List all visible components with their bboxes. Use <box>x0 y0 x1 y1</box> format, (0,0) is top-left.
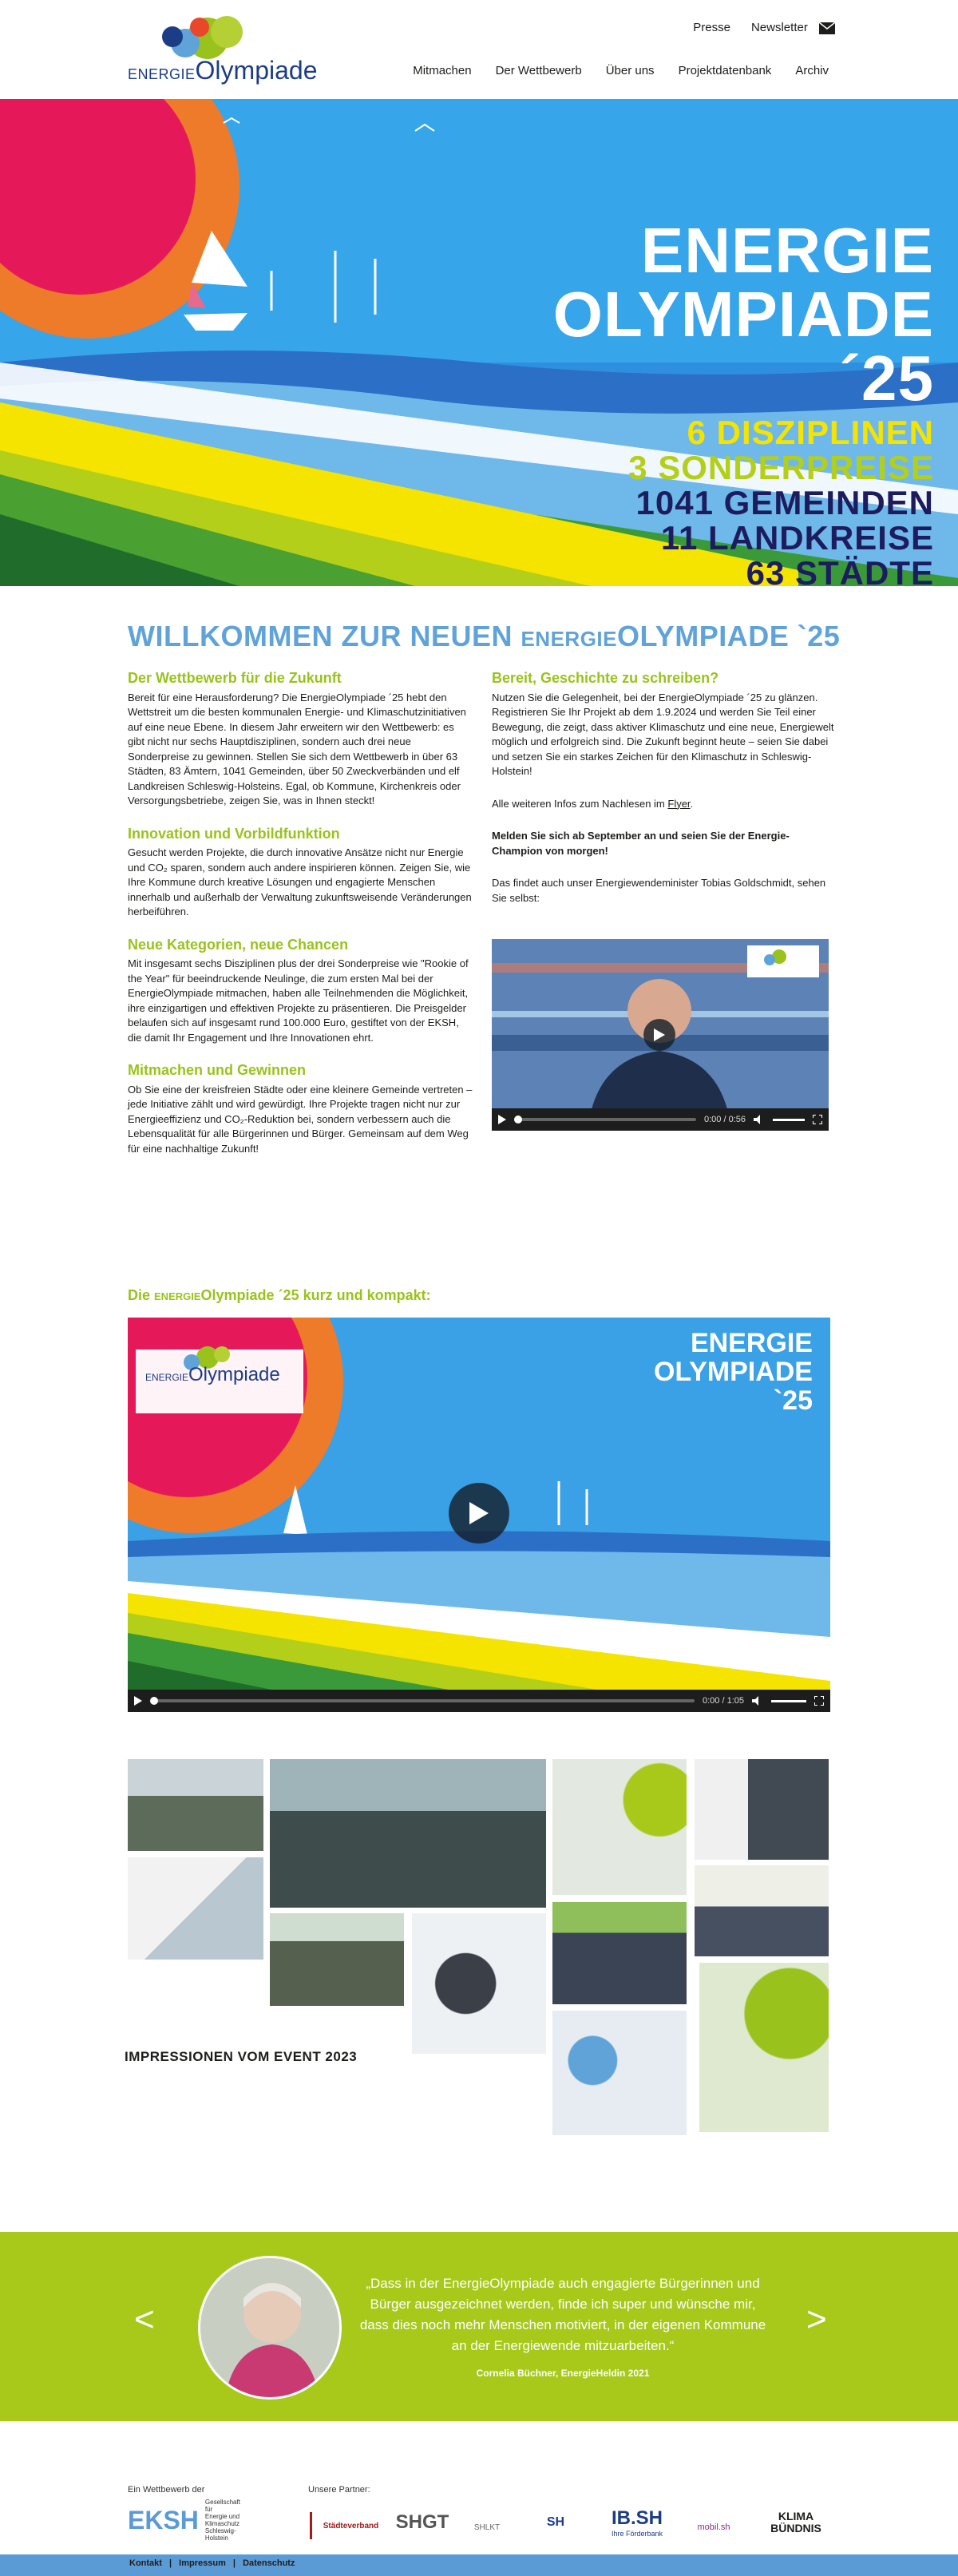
slider-prev-button[interactable]: < <box>134 2300 155 2339</box>
nav-newsletter[interactable]: Newsletter <box>751 21 835 34</box>
nav-mitmachen[interactable]: Mitmachen <box>413 64 472 77</box>
section-heading: Der Wettbewerb für die Zukunft <box>128 670 342 686</box>
flyer-link[interactable]: Flyer <box>667 797 691 810</box>
testimonial-portrait <box>198 2256 342 2400</box>
video-title: ENERGIE OLYMPIADE `25 <box>653 1328 813 1416</box>
flyer-text: Alle weiteren Infos zum Nachlesen im Flyer. <box>492 797 694 810</box>
main-nav <box>413 64 829 77</box>
partner-shgt[interactable]: SHGT <box>395 2511 449 2533</box>
section-heading: Mitmachen und Gewinnen <box>128 1062 307 1078</box>
minister-text: Das findet auch unser Energiewendeminister Tobias Goldschmidt, sehen Sie selbst: <box>492 877 826 904</box>
gallery-photo[interactable] <box>695 1865 829 1956</box>
hero-banner <box>0 99 958 586</box>
partner-sh[interactable]: SH <box>546 2515 565 2529</box>
play-button[interactable] <box>449 1483 509 1544</box>
play-icon[interactable] <box>134 1696 142 1706</box>
welcome-heading: WILLKOMMEN ZUR NEUEN ENERGIEOLYMPIADE `25 <box>128 620 841 652</box>
video-controls <box>492 1108 829 1131</box>
partner-shlkt[interactable]: SHLKT <box>473 2522 501 2532</box>
section-heading: Innovation und Vorbildfunktion <box>128 825 340 842</box>
site-logo[interactable] <box>128 11 343 85</box>
portrait-image <box>200 2258 342 2400</box>
footer-link-kontakt[interactable]: Kontakt <box>129 2558 162 2568</box>
eksh-logo[interactable]: EKSH Gesellschaft für Energie und Klimaschutz Schleswig-Holstein <box>128 2499 240 2542</box>
nav-projektdatenbank[interactable]: Projektdatenbank <box>678 64 772 77</box>
volume-icon[interactable] <box>752 1696 763 1706</box>
slider-next-button[interactable]: > <box>806 2300 827 2339</box>
gallery-photo[interactable] <box>695 1759 829 1860</box>
hero-title-2: OLYMPIADE <box>552 279 934 350</box>
gallery-photo[interactable] <box>699 1963 829 2132</box>
partner-mobil-sh[interactable]: mobil.sh <box>697 2522 730 2532</box>
video-logo-wordmark: ENERGIEOlympiade <box>145 1364 280 1385</box>
partner-klimabuendnis[interactable]: KLIMA BÜNDNIS <box>770 2510 821 2534</box>
volume-icon[interactable] <box>754 1115 765 1124</box>
play-button[interactable] <box>643 1019 675 1051</box>
partners-label: Unsere Partner: <box>308 2485 370 2495</box>
intro-video[interactable] <box>128 1318 830 1712</box>
hero-fact-5: 63 STÄDTE <box>746 554 934 586</box>
hero-title-1: ENERGIE <box>640 215 934 286</box>
section-heading: Bereit, Geschichte zu schreiben? <box>492 670 719 686</box>
play-icon <box>469 1502 489 1524</box>
testimonial-author: Cornelia Büchner, EnergieHeldin 2021 <box>476 2368 650 2379</box>
hero-fact-1: 6 DISZIPLINEN <box>687 414 934 451</box>
gallery-photo[interactable] <box>552 2011 687 2135</box>
partner-staedteverband[interactable]: Städteverband <box>310 2512 390 2539</box>
gallery-photo[interactable] <box>128 1857 263 1960</box>
section-text: Nutzen Sie die Gelegenheit, bei der EnergieOlympiade ´25 zu glänzen. Registrieren Sie Ihr Projekt ab dem 1.9.2024 und werden Sie Teil einer Bewegung, die zeigt, dass aktiver Klimaschutz und eine neue, Energiewelt möglich und erfolgreich sind. Die Zukunft beginnt heute – seien Sie dabei und setzen Sie ein starkes Zeichen für den Klimaschutz in Schleswig-Holstein! <box>492 691 834 777</box>
gallery-photo[interactable] <box>128 1759 263 1851</box>
section-text: Bereit für eine Herausforderung? Die EnergieOlympiade ´25 hebt den Wettstreit um die besten kommunalen Energie- und Klimaschutzinitiativen auf eine neue Ebene. In diesem Jahr erweitern wir den Wettbewerb: es gibt nicht nur sechs Hauptdisziplinen, sondern auch drei neue Sonderpreise zu gewinnen. Stellen Sie sich dem Wettbewerb in über 63 Städten, 83 Ämtern, 1041 Gemeinden, über 50 Zweckverbänden und elf Landkreisen Schleswig-Holsteins. Egal, ob Kommune, Kirchenkreis oder Versorgungsbetriebe, zeigen Sie, was in Ihnen steckt! <box>128 691 466 806</box>
signup-callout: Melden Sie sich ab September an und seien Sie der Energie-Champion von morgen! <box>492 830 790 857</box>
testimonial-quote: „Dass in der EnergieOlympiade auch engagierte Bürgerinnen und Bürger ausgezeichnet werden, finde ich super und wünsche mir, dass dies noch mehr Menschen motiviert, in der eigenen Kommune an der Energiewende mitzuarbeiten.“ <box>359 2276 766 2353</box>
nav-ueber-uns[interactable]: Über uns <box>605 64 655 77</box>
hero-text <box>552 215 934 586</box>
site-header <box>0 0 958 99</box>
gallery-photo[interactable] <box>552 1759 687 1895</box>
gallery-photo[interactable] <box>412 1913 546 2054</box>
organizer-label: Ein Wettbewerb der <box>128 2485 205 2495</box>
video-time: 0:00 / 1:05 <box>703 1696 744 1706</box>
video-progress[interactable] <box>150 1699 695 1702</box>
video-controls <box>128 1690 830 1712</box>
gallery-photo[interactable] <box>270 1759 546 1908</box>
mail-icon <box>819 22 835 34</box>
video-time: 0:00 / 0:56 <box>704 1115 746 1124</box>
play-icon[interactable] <box>498 1115 506 1124</box>
minister-video[interactable] <box>492 939 829 1131</box>
kompakt-heading: Die ENERGIEOlympiade ´25 kurz und kompakt: <box>128 1287 431 1303</box>
hero-fact-3: 1041 GEMEINDEN <box>635 484 934 521</box>
footer-link-datenschutz[interactable]: Datenschutz <box>243 2558 295 2568</box>
partner-ibsh[interactable]: IB.SH Ihre Förderbank <box>611 2507 663 2538</box>
section-heading: Neue Kategorien, neue Chancen <box>128 936 349 953</box>
footer-link-impressum[interactable]: Impressum <box>179 2558 226 2568</box>
fullscreen-icon[interactable] <box>813 1115 822 1124</box>
nav-presse[interactable]: Presse <box>693 21 730 34</box>
intro-right-column <box>492 671 837 923</box>
volume-slider[interactable] <box>771 1700 806 1702</box>
play-icon <box>654 1028 665 1041</box>
logo-wordmark: ENERGIEOlympiade <box>128 56 318 85</box>
gallery-photo[interactable] <box>270 1913 404 2006</box>
hero-title-3: ´25 <box>839 343 934 414</box>
section-text: Gesucht werden Projekte, die durch innovative Ansätze nicht nur Energie und CO₂ sparen, sondern auch andere inspirieren können. Zeigen Sie, wie Ihre Kommune durch kreative Lösungen und engagierte Menschen innerhalb und außerhalb der Verwaltung zukunftsweisende Veränderungen herbeiführen. <box>128 846 472 917</box>
fullscreen-icon[interactable] <box>814 1696 824 1706</box>
video-progress[interactable] <box>514 1118 696 1121</box>
section-text: Mit insgesamt sechs Disziplinen plus der drei Sonderpreise wie "Rookie of the Year" für beeindruckende Neulinge, die zum ersten Mal bei der EnergieOlympiade mitmachen, haben alle Teilnehmenden die Möglichkeit, ihre einzigartigen und effektiven Projekte zu präsentieren. Die Preisgelder belaufen sich auf insgesamt rund 100.000 Euro, gestiftet von der EKSH, die damit Ihr Engagement und Ihre Innovationen ehrt. <box>128 957 469 1044</box>
hero-fact-4: 11 LANDKREISE <box>660 519 934 557</box>
testimonial-slider <box>0 2232 958 2421</box>
hero-fact-2: 3 SONDERPREISE <box>628 449 934 486</box>
gallery-photo[interactable] <box>552 1902 687 2004</box>
volume-slider[interactable] <box>773 1119 805 1121</box>
section-text: Ob Sie eine der kreisfreien Städte oder eine kleinere Gemeinde vertreten – jede Initiative zählt und wird gewürdigt. Ihre Projekte tragen nicht nur zur Energieeffizienz und CO₂-Reduktion bei, sondern verbessern auch die Lebensqualität für alle Bürgerinnen und Bürger. Gemeinsam auf dem Weg für eine nachhaltige Zukunft! <box>128 1083 473 1155</box>
intro-left-column <box>128 671 473 1174</box>
nav-wettbewerb[interactable]: Der Wettbewerb <box>495 64 582 77</box>
top-nav <box>693 21 835 34</box>
gallery-title: IMPRESSIONEN VOM EVENT 2023 <box>125 2049 358 2064</box>
footer-bar: Kontakt | Impressum | Datenschutz <box>0 2554 958 2576</box>
nav-archiv[interactable]: Archiv <box>795 64 829 77</box>
